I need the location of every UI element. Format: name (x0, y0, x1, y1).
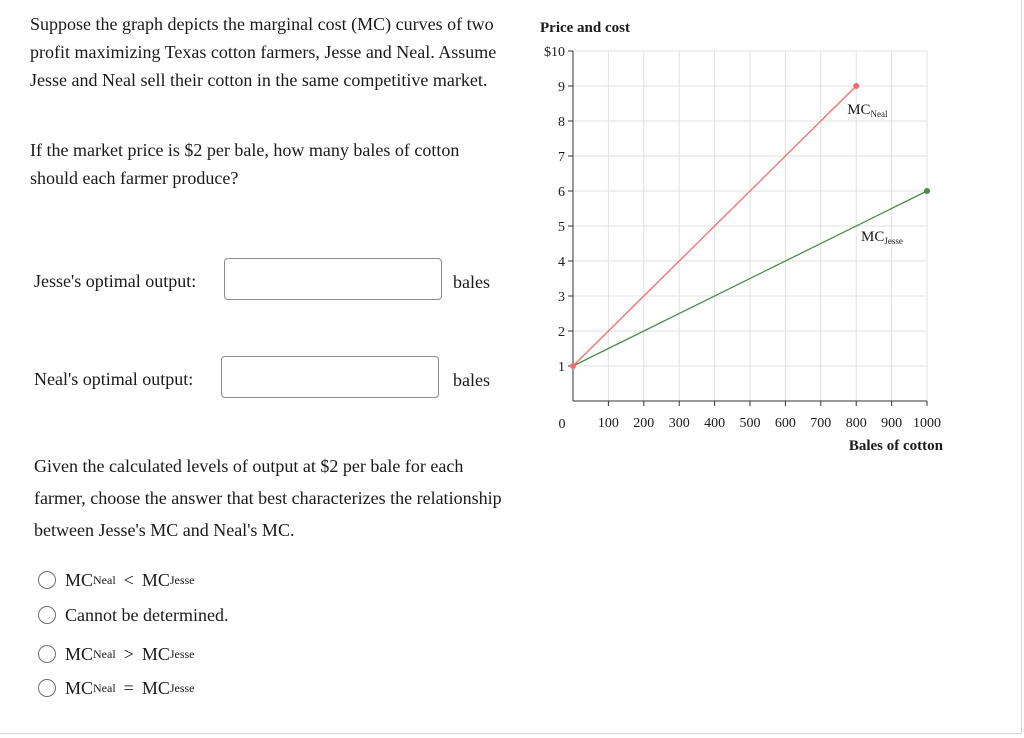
option-mc: MC (141, 677, 170, 698)
y-tick-label: 3 (558, 290, 565, 305)
option-neal-equals-jesse[interactable]: MC Neal = MC Jesse (38, 674, 195, 702)
series-label-neal: $MC_{Neal}$ (847, 102, 888, 119)
x-tick-label: 900 (881, 416, 903, 431)
x-tick-label: 400 (704, 416, 726, 431)
neal-output-label: Neal's optimal output: (34, 369, 194, 389)
y-tick-label: 2 (558, 325, 565, 340)
option-mc: MC (141, 569, 170, 590)
x-tick-label: 500 (739, 416, 761, 431)
y-tick-label: 7 (558, 150, 565, 165)
jesse-output-input[interactable] (224, 258, 442, 300)
radio-button[interactable] (38, 679, 56, 697)
option-operator: > (123, 643, 134, 664)
x-tick-label: 1000 (913, 416, 941, 431)
y-tick-label: 1 (558, 360, 565, 375)
jesse-output-label: Jesse's optimal output: (34, 271, 197, 291)
chart-plot-area (544, 45, 941, 431)
radio-button[interactable] (38, 571, 56, 589)
question-prompt: If the market price is $2 per bale, how many bales of cotton should each farmer produce? (30, 140, 460, 188)
y-tick-label: 5 (558, 220, 565, 235)
neal-output-input[interactable] (221, 356, 439, 398)
x-tick-label: 600 (774, 416, 796, 431)
question-intro: Suppose the graph depicts the marginal cost (MC) curves of two profit maximizing Texas cotton farmers, Jesse and Neal. Assume Jesse and Neal sell their cotton in the same competitive market. (30, 14, 497, 90)
x-tick-label: 700 (810, 416, 832, 431)
option-mc: MC (65, 643, 94, 664)
y-tick-label: 4 (558, 255, 565, 270)
series-endpoint-jesse (924, 188, 930, 194)
neal-output-unit: bales (453, 370, 490, 390)
x-tick-label: 200 (633, 416, 655, 431)
option-cannot-be-determined[interactable] (38, 601, 228, 629)
series-endpoint-neal (853, 83, 859, 89)
followup-text: Given the calculated levels of output at $2 per bale for each farmer, choose the answer that best characterizes the relationship between Jesse's MC and Neal's MC. (34, 456, 502, 540)
y-tick-label: $10 (544, 45, 565, 60)
y-tick-label: 8 (558, 115, 565, 130)
option-mc: MC (65, 569, 94, 590)
option-mc: MC (141, 643, 170, 664)
option-mc: MC (65, 677, 94, 698)
option-operator: < (123, 569, 134, 590)
chart-ylabel: Price and cost (540, 20, 630, 36)
chart-origin-label: 0 (558, 417, 566, 432)
option-neal-greater-than-jesse[interactable]: MC Neal > MC Jesse (38, 640, 195, 668)
jesse-output-unit: bales (453, 272, 490, 292)
chart-xlabel: Bales of cotton (848, 438, 943, 454)
x-tick-label: 100 (597, 416, 619, 431)
y-tick-label: 9 (558, 80, 565, 95)
option-neal-less-than-jesse[interactable]: MC Neal < MC Jesse (38, 566, 195, 594)
x-tick-label: 800 (845, 416, 867, 431)
series-label-jesse: $MC_{Jesse}$ (861, 229, 903, 246)
option-label: Cannot be determined. (65, 604, 229, 625)
x-tick-label: 300 (668, 416, 690, 431)
radio-button[interactable] (38, 645, 56, 663)
y-tick-label: 6 (558, 185, 565, 200)
mc-chart (520, 0, 960, 470)
series-startpoint (570, 363, 576, 369)
option-operator: = (123, 677, 134, 698)
radio-button[interactable] (38, 606, 56, 624)
